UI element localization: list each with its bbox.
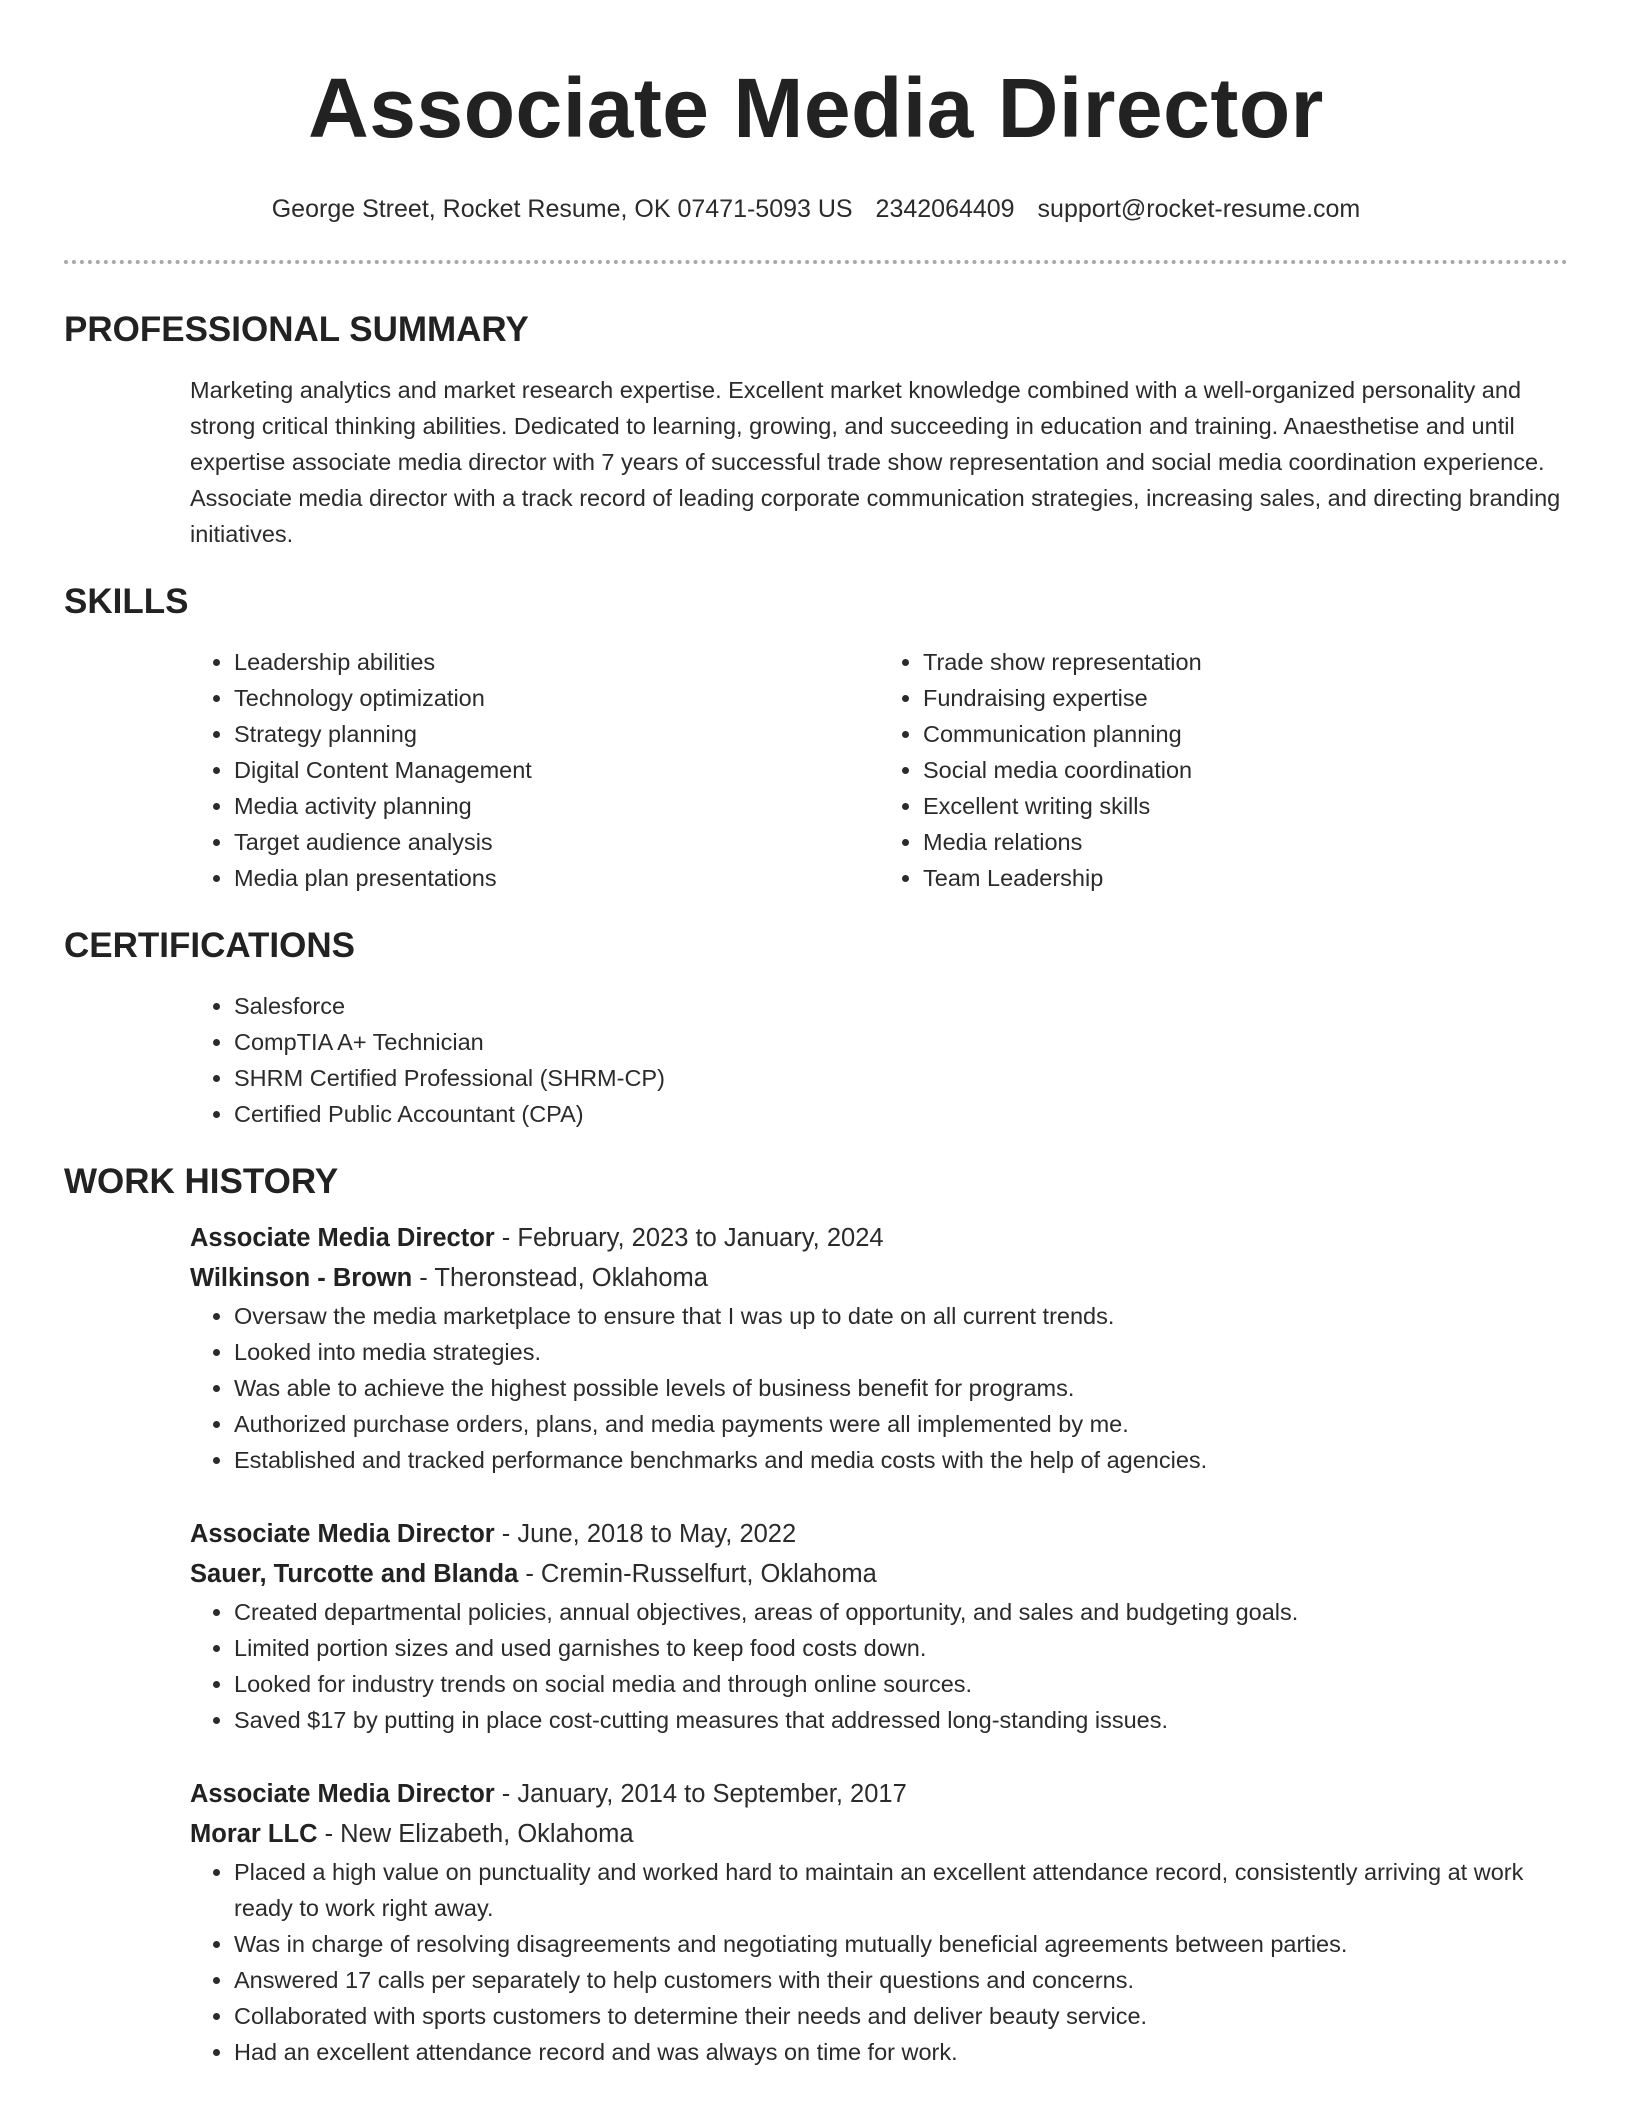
job-bullet: • Created departmental policies, annual objectives, areas of opportunity, and sales and budgeting goals. xyxy=(234,1594,1568,1630)
skill-item: • Media activity planning xyxy=(234,788,879,824)
skills-list-left xyxy=(190,644,879,896)
job-bullet: • Answered 17 calls per separately to help customers with their questions and concerns. xyxy=(234,1962,1568,1998)
job-bullet: • Collaborated with sports customers to determine their needs and deliver beauty service. xyxy=(234,1998,1568,2034)
job-role: Associate Media Director xyxy=(190,1520,495,1548)
job-dates: - February, 2023 to January, 2024 xyxy=(494,1224,884,1252)
job-company-line xyxy=(190,1258,1568,1298)
skills-grid xyxy=(190,644,1568,896)
summary-text: Marketing analytics and market research expertise. Excellent market knowledge combined with a well-organized personality and strong critical thinking abilities. Dedicated to learning, growing, and succeeding in education and training. Anaesthetise and until expertise associate media director with 7 years of successful trade show representation and social media coordination experience. Associate media director with a track record of leading corporate communication strategies, increasing sales, and directing branding initiatives. xyxy=(190,377,1561,547)
skills-heading: SKILLS xyxy=(64,582,189,621)
job-company: Sauer, Turcotte and Blanda xyxy=(190,1560,519,1588)
job-location: - Cremin-Russelfurt, Oklahoma xyxy=(518,1560,877,1588)
job-title-line xyxy=(190,1774,1568,1814)
job-company: Wilkinson - Brown xyxy=(190,1264,413,1292)
job-bullet: • Was able to achieve the highest possible levels of business benefit for programs. xyxy=(234,1370,1568,1406)
skill-item: • Fundraising expertise xyxy=(923,680,1568,716)
skill-item: • Target audience analysis xyxy=(234,824,879,860)
skill-item: • Excellent writing skills xyxy=(923,788,1568,824)
job-bullet: • Authorized purchase orders, plans, and media payments were all implemented by me. xyxy=(234,1406,1568,1442)
job-bullet: • Oversaw the media marketplace to ensure that I was up to date on all current trends. xyxy=(234,1298,1568,1334)
certification-item: • CompTIA A+ Technician xyxy=(234,1024,1568,1060)
skill-item: • Media plan presentations xyxy=(234,860,879,896)
skill-item: • Technology optimization xyxy=(234,680,879,716)
skill-item: • Team Leadership xyxy=(923,860,1568,896)
job-company: Morar LLC xyxy=(190,1820,318,1848)
job-bullet: • Looked for industry trends on social media and through online sources. xyxy=(234,1666,1568,1702)
skill-item: • Communication planning xyxy=(923,716,1568,752)
header-divider xyxy=(64,260,1568,264)
certification-item: • Certified Public Accountant (CPA) xyxy=(234,1096,1568,1132)
job-bullet: • Looked into media strategies. xyxy=(234,1334,1568,1370)
job-location: - New Elizabeth, Oklahoma xyxy=(317,1820,634,1848)
job-company-line xyxy=(190,1814,1568,1854)
skill-item: • Media relations xyxy=(923,824,1568,860)
certifications-list-wrap xyxy=(190,988,1568,1132)
job-bullet: • Had an excellent attendance record and was always on time for work. xyxy=(234,2034,1568,2070)
summary-heading: PROFESSIONAL SUMMARY xyxy=(64,310,529,349)
job-dates: - January, 2014 to September, 2017 xyxy=(494,1780,907,1808)
work-history-heading: WORK HISTORY xyxy=(64,1162,339,1201)
job-bullets xyxy=(190,1854,1568,2070)
certification-item: • SHRM Certified Professional (SHRM-CP) xyxy=(234,1060,1568,1096)
certifications-heading: CERTIFICATIONS xyxy=(64,926,356,965)
job-bullets xyxy=(190,1594,1568,1738)
job-bullet: • Was in charge of resolving disagreements and negotiating mutually beneficial agreements between parties. xyxy=(234,1926,1568,1962)
skill-item: • Trade show representation xyxy=(923,644,1568,680)
skill-item: • Strategy planning xyxy=(234,716,879,752)
contact-email: support@rocket-resume.com xyxy=(1037,195,1361,223)
job-company-line xyxy=(190,1554,1568,1594)
job-bullets xyxy=(190,1298,1568,1478)
job-title-line xyxy=(190,1514,1568,1554)
skill-item: • Digital Content Management xyxy=(234,752,879,788)
job-entry xyxy=(190,1774,1568,2070)
job-entry xyxy=(190,1218,1568,1478)
resume-header xyxy=(64,0,1568,224)
job-bullet: • Established and tracked performance benchmarks and media costs with the help of agencies. xyxy=(234,1442,1568,1478)
job-title-line xyxy=(190,1218,1568,1258)
job-role: Associate Media Director xyxy=(190,1780,495,1808)
certification-item: • Salesforce xyxy=(234,988,1568,1024)
job-bullet: • Saved $17 by putting in place cost-cutting measures that addressed long-standing issues. xyxy=(234,1702,1568,1738)
skills-list-right xyxy=(879,644,1568,896)
contact-address: George Street, Rocket Resume, OK 07471-5093 US xyxy=(271,195,853,223)
job-location: - Theronstead, Oklahoma xyxy=(412,1264,708,1292)
contact-line xyxy=(64,194,1568,224)
job-bullet: • Limited portion sizes and used garnishes to keep food costs down. xyxy=(234,1630,1568,1666)
skill-item: • Social media coordination xyxy=(923,752,1568,788)
job-dates: - June, 2018 to May, 2022 xyxy=(494,1520,797,1548)
job-bullet: • Placed a high value on punctuality and worked hard to maintain an excellent attendance record, consistently arriving at work ready to work right away. xyxy=(234,1854,1568,1926)
job-role: Associate Media Director xyxy=(190,1224,495,1252)
candidate-name: Associate Media Director xyxy=(308,61,1324,155)
certifications-list xyxy=(190,988,1568,1132)
job-entry xyxy=(190,1514,1568,1738)
skill-item: • Leadership abilities xyxy=(234,644,879,680)
contact-phone: 2342064409 xyxy=(875,195,1015,223)
